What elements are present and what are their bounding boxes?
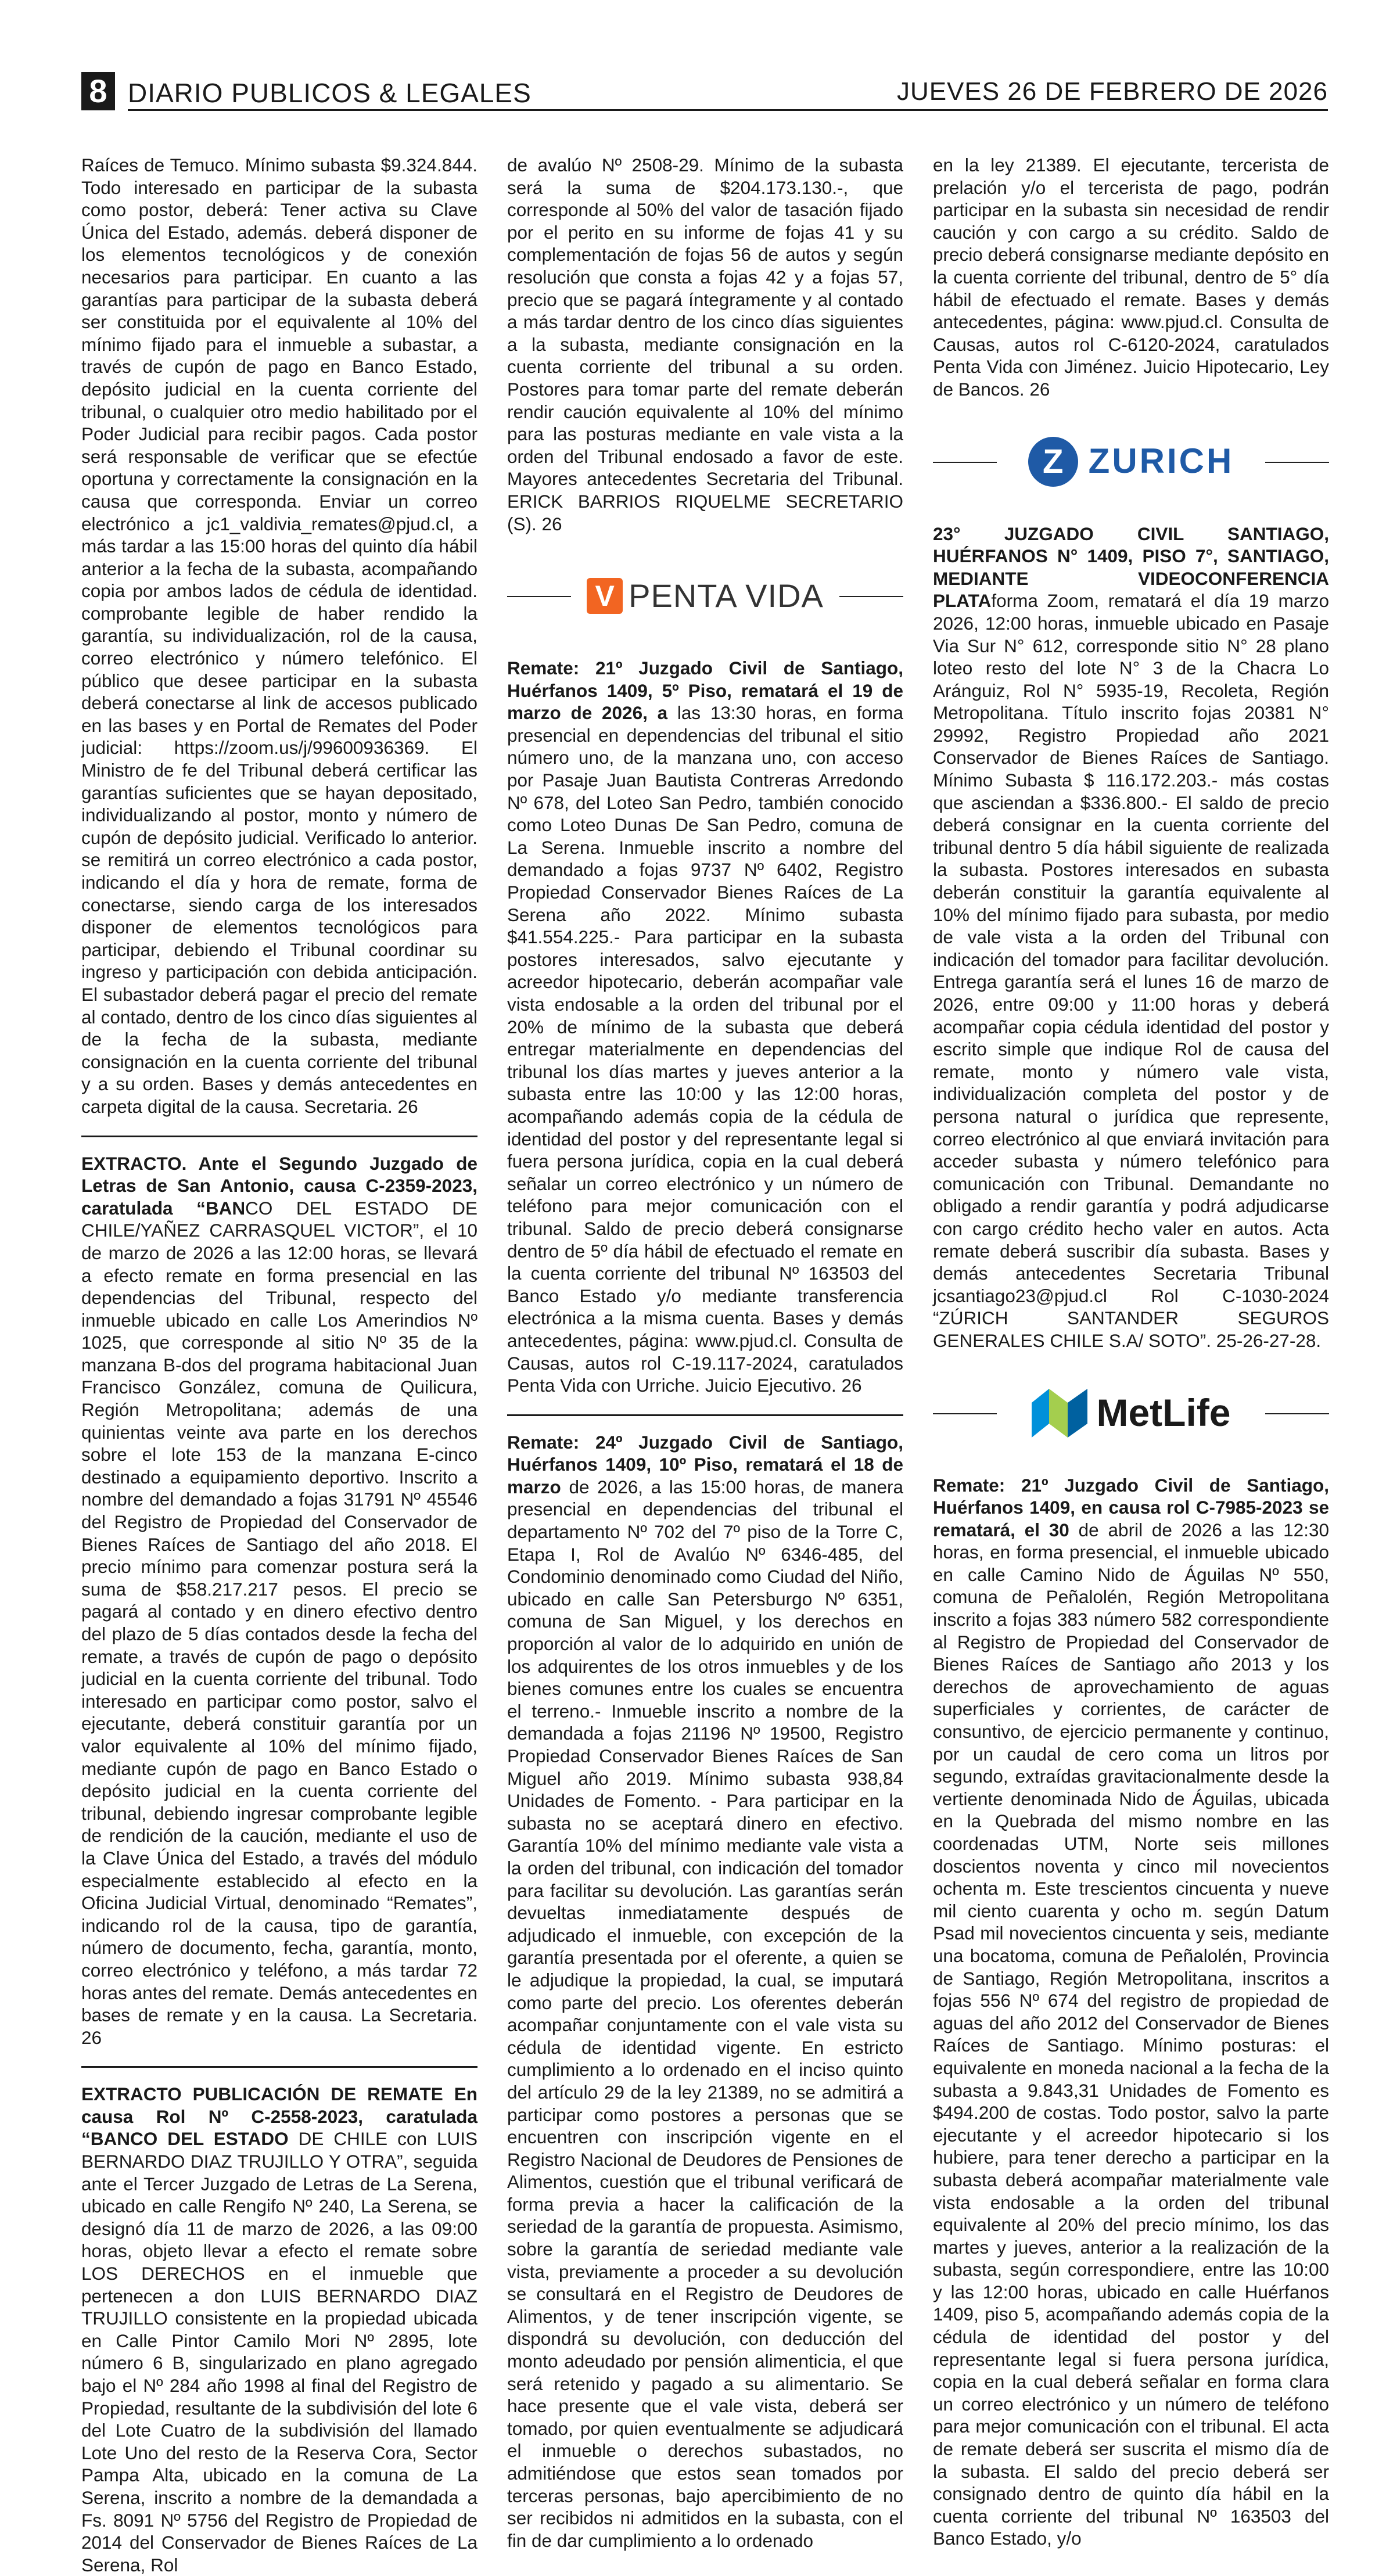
- logo-line: [933, 1413, 997, 1414]
- notice-heading: Remate: 24º Juzgado Civil de Santiago, Huérfanos 1409, 10º Piso, rematará el 18 de marzo: [507, 1431, 903, 1497]
- column-1: [81, 154, 478, 2575]
- logo-line: [1265, 1413, 1329, 1414]
- notice-heading: EXTRACTO. Ante el Segundo Juzgado de Letras de San Antonio, causa C-2359-2023, caratulada “BAN: [81, 1152, 477, 1219]
- notice-body: las 13:30 horas, en forma presencial en dependencias del tribunal el sitio número uno, de la manzana uno, con acceso por Pasaje Juan Bautista Contreras Arredondo Nº 678, del Loteo San Pedro, también conocido como Loteo Dunas De San Pedro, comuna de La Serena. Inmueble inscrito a nombre del demandado a fojas 9737 Nº 6402, Registro Propiedad Conservador Bienes Raíces de La Serena año 2022. Mínimo subasta $41.554.225.- Para participar en la subasta postores interesados, salvo ejecutante y acreedor hipotecario, deberán acompañar vale vista endosable a la orden del tribunal por el 20% de mínimo de la subasta que deberá entregar materialmente en dependencias del tribunal los días martes y jueves anterior a la subasta entre las 10:00 y las 12:00 horas, acompañando además copia de la cédula de identidad del postor y del representante legal si fuera persona jurídica, copia en la cual deberá señalar un correo electrónico y un número de teléfono para mejor comunicación con el tribunal. Saldo de precio deberá consignarse dentro de 5º día hábil de efectuado el remate en la cuenta corriente del tribunal Nº 163503 del Banco Estado y/o mediante transferencia electrónica a la misma cuenta. Bases y demás antecedentes, página: www.pjud.cl. Consulta de Causas, autos rol C-19.117-2024, caratulados Penta Vida con Urriche. Juicio Ejecutivo. 26: [507, 702, 903, 1396]
- logo-line: [507, 596, 571, 597]
- penta-vida-wordmark: PENTA VIDA: [629, 577, 824, 614]
- zurich-logo: [933, 418, 1329, 505]
- zurich-z-icon: Z: [1028, 437, 1078, 487]
- notice-body: de abril de 2026 a las 12:30 horas, en forma presencial, el inmueble ubicado en calle Camino Nido de Águilas Nº 550, comuna de Peñalolén, Región Metropolitana inscrito a fojas 383 número 582 correspondiente al Registro de Propiedad del Conservador de Bienes Raíces de Santiago año 2013 y los derechos de aprovechamiento de aguas superficiales y corrientes, de carácter de consuntivo, de ejercicio permanente y continuo, por un caudal de cero coma un litros por segundo, extraídas gravitacionalmente desde la vertiente denominada Nido de Águilas, ubicada en la Quebrada del mismo nombre en las coordenadas UTM, Norte seis millones doscientos noventa y cinco mil novecientos ochenta m. Este trescientos cincuenta y nueve mil ciento cuarenta y ocho m. según Datum Psad mil novecientos cincuenta y seis, mediante una bocatoma, comuna de Peñalolén, Provincia de Santiago, Región Metropolitana, inscritos a fojas 556 Nº 674 del registro de propiedad de aguas del año 2012 del Conservador de Bienes Raíces de Santiago. Mínimo posturas: el equivalente en moneda nacional a la fecha de la subasta a 9.843,31 Unidades de Fomento es $494.200 de costas. Todo postor, salvo la parte ejecutante y el acreedor hipotecario si los hubiere, para tener derecho a participar en la subasta deberá acompañar materialmente vale vista endosable a la orden del tribunal equivalente al 20% del precio mínimo, los das martes y jueves, anterior a la realización de la subasta, según correspondiere, entre las 10:00 y las 12:00 horas, ubicado en calle Huérfanos 1409, piso 5, acompañando además copia de la cédula de identidad del postor y del representante legal si fuera persona jurídica, copia en la cual deberá señalar en forma clara un correo electrónico y un número de teléfono para mejor comunicación con el tribunal. El acta de remate deberá ser suscrita el mismo día de la subasta. El saldo del precio deberá ser consignado dentro de quinto día hábil en la cuenta corriente del tribunal Nº 163503 del Banco Estado, y/o: [933, 1519, 1329, 2549]
- notice-text: [933, 523, 1329, 1352]
- notice-text: en la ley 21389. El ejecutante, tercerista de prelación y/o el tercerista de pago, podrán participar en la subasta sin necesidad de rendir caución y con cargo a su crédito. Saldo de precio deberá consignarse mediante depósito en la cuenta corriente del tribunal, dentro de 5° día hábil de efectuado el remate. Bases y demás antecedentes, página: www.pjud.cl. Consulta de Causas, autos rol C-6120-2024, caratulados Penta Vida con Jiménez. Juicio Hipotecario, Ley de Bancos. 26: [933, 155, 1329, 400]
- column-3: [933, 154, 1329, 2549]
- logo-line: [933, 462, 997, 463]
- notice-text: [933, 1474, 1329, 2550]
- publication-name: DIARIO PUBLICOS & LEGALES: [128, 78, 532, 108]
- notice-heading: Remate: 21º Juzgado Civil de Santiago, Huérfanos 1409, en causa rol C-7985-2023 se rematará, el 30: [933, 1474, 1329, 1540]
- notice-text: [507, 657, 903, 1397]
- metlife-mark-icon: [1032, 1389, 1087, 1438]
- notice-heading: 23° JUZGADO CIVIL SANTIAGO, HUÉRFANOS N° 1409, PISO 7°, SANTIAGO, MEDIANTE VIDEOCONFERENCIA PLATA: [933, 523, 1329, 612]
- zurich-wordmark: ZURICH: [1088, 441, 1234, 481]
- notice-text: Raíces de Temuco. Mínimo subasta $9.324.844. Todo interesado en participar de la subasta como postor, deberá: Tener activa su Clave Única del Estado, además. deberá disponer de los elementos tecnológicos y de conexión necesarios para participar. En cuanto a las garantías para participar de la subasta deberá ser constituida por el equivalente al 10% del mínimo fijado para el inmueble a subastar, a través de cupón de pago en Banco Estado, depósito judicial en la cuenta corriente del tribunal, o cualquier otro medio habilitado por el Poder Judicial para recibir pagos. Cada postor será responsable de verificar que se efectúe oportuna y correctamente la consignación en la causa que corresponda. Enviar un correo electrónico a jc1_valdivia_remates@pjud.cl, a más tardar a las 15:00 horas del quinto día hábil anterior a la fecha de la subasta, acompañando copia por ambos lados de cédula de identidad. comprobante legible de haber rendido la garantía, su individualización, rol de la causa, correo electrónico y número telefónico. El público que desee participar en la subasta deberá conectarse al link de accesos publicado en las bases y en Portal de Remates del Poder judicial: https://zoom.us/j/99600936369. El Ministro de fe del Tribunal deberá certificar las garantías suficientes que se hayan depositado, individualizando al postor, monto y número de cupón de depósito judicial. Verificado lo anterior. se remitirá un correo electrónico a cada postor, indicando el día y hora de remate, forma de conectarse, siendo carga de los interesados disponer de elementos tecnológicos para participar, debiendo el Tribunal coordinar su ingreso y participación con debida anticipación. El subastador deberá pagar el precio del remate al contado, dentro de los cinco días siguientes al de la fecha de la subasta, mediante consignación en la cuenta corriente del tribunal y a su orden. Bases y demás antecedentes en carpeta digital de la causa. Secretaria. 26: [81, 155, 477, 1117]
- notice-body: de 2026, a las 15:00 horas, de manera presencial en dependencias del tribunal el departamento Nº 702 del 7º piso de la Torre C, Etapa I, Rol de Avalúo Nº 6346-485, del Condominio denominado como Ciudad del Niño, ubicado en calle San Petersburgo Nº 6351, comuna de San Miguel, y los derechos en proporción al valor de lo adquirido en unión de los adquirentes de los otros inmuebles y de los bienes comunes entre los cuales se encuentra el terreno.- Inmueble inscrito a nombre de la demandada a fojas 21196 Nº 19500, Registro Propiedad Conservador Bienes Raíces de San Miguel año 2019. Mínimo subasta 938,84 Unidades de Fomento. - Para participar en la subasta no se aceptará dinero en efectivo. Garantía 10% del mínimo mediante vale vista a la orden del tribunal, con indicación del tomador para facilitar su devolución. Las garantías serán devueltas inmediatamente después de adjudicado el inmueble, con excepción de la garantía presentada por el oferente, a quien se le adjudique la propiedad, la cual, se imputará como parte del precio. Los oferentes deberán acompañar conjuntamente con el vale vista su cédula de identidad vigente. En estricto cumplimiento a lo ordenado en el inciso quinto del artículo 29 de la ley 21389, no se admitirá a participar como postores a personas que se encuentren con inscripción vigente en el Registro Nacional de Deudores de Pensiones de Alimentos, cuestión que el tribunal verificará de forma previa a hacer la calificación de la seriedad de la garantía de propuesta. Asimismo, sobre la garantía de seriedad mediante vale vista, previamente a proceder a su devolución se consultará en el Registro de Deudores de Alimentos, y de tener inscripción vigente, se dispondrá su devolución, con deducción del monto adeudado por pensión alimenticia, el que será retenido y pagado a su alimentario. Se hace presente que el vale vista, deberá ser tomado, por quien eventualmente se adjudicará el inmueble o derechos subastados, no admitiéndose que estos sean tomados por terceras personas, bajo apercibimiento de no ser recibidos ni admitidos en la subasta, con el fin de dar cumplimiento a lo ordenado: [507, 1476, 903, 2551]
- page-header: [81, 72, 1328, 110]
- notice-text: [81, 1152, 477, 2049]
- penta-vida-logo: [507, 552, 903, 639]
- notice-separator: [81, 2066, 477, 2068]
- header-rule: [128, 109, 1328, 111]
- notice-body: CO DEL ESTADO DE CHILE/YAÑEZ CARRASQUEL VICTOR”, el 10 de marzo de 2026 a las 12:00 horas, se llevará a efecto remate en forma presencial en las dependencias del Tribunal, respecto del inmueble ubicado en calle Los Amerindios Nº 1025, que corresponde al sitio Nº 35 de la manzana B-dos del programa habitacional Juan Francisco González, comuna de Quilicura, Región Metropolitana; además de una quinientas veinte ava parte en los derechos sobre el lote 153 de la manzana E-cinco destinado a equipamiento deportivo. Inscrito a nombre del demandado a fojas 31791 Nº 45546 del Registro de Propiedad del Conservador de Bienes Raíces de Santiago del año 2018. El precio mínimo para comenzar postura será la suma de $58.217.217 pesos. El precio se pagará al contado y en dinero efectivo dentro del plazo de 5 días contados desde la fecha del remate, a través de cupón de pago o depósito judicial en la cuenta corriente del tribunal. Todo interesado en participar como postor, salvo el ejecutante, deberá constituir garantía por un valor equivalente al 10% del mínimo fijado, mediante cupón de pago en Banco Estado o depósito judicial en la cuenta corriente del tribunal, debiendo ingresar comprobante legible de rendición de la caución, mediante el uso de la Clave Única del Estado, a través del módulo especialmente establecido al efecto en la Oficina Judicial Virtual, denominado “Remates”, indicando rol de la causa, tipo de garantía, número de documento, fecha, garantía, monto, correo electrónico y teléfono, a más tardar 72 horas antes del remate. Demás antecedentes en bases de remate y en la causa. La Secretaria. 26: [81, 1197, 477, 2048]
- notice-body: DE CHILE con LUIS BERNARDO DIAZ TRUJILLO Y OTRA”, seguida ante el Tercer Juzgado de Letras de La Serena, ubicado en calle Rengifo Nº 240, La Serena, se designó día 11 de marzo de 2026, a las 09:00 horas, objeto llevar a efecto el remate sobre LOS DERECHOS en el inmueble que pertenecen a don LUIS BERNARDO DIAZ TRUJILLO consistente en la propiedad ubicada en Calle Pintor Camilo Mori Nº 2895, lote número 6 B, singularizado en plano agregado bajo el Nº 284 año 1998 al final del Registro de Propiedad, resultante de la subdivisión del lote 6 del Lote Cuatro de la subdivisión del llamado Lote Uno del resto de la Reserva Cora, Sector Pampa Alta, ubicado en la comuna de La Serena, inscrito a nombre de la demandada a Fs. 8091 Nº 5756 del Registro de Propiedad de 2014 del Conservador de Bienes Raíces de La Serena, Rol: [81, 2128, 478, 2575]
- notice-separator: [81, 1136, 477, 1137]
- metlife-wordmark: MetLife: [1096, 1391, 1231, 1435]
- notice-heading: Remate: 21º Juzgado Civil de Santiago, Huérfanos 1409, 5º Piso, rematará el 19 de marzo de 2026, a: [507, 658, 903, 724]
- logo-line: [1265, 462, 1329, 463]
- notice-text: [81, 2083, 477, 2576]
- issue-date: JUEVES 26 DE FEBRERO DE 2026: [896, 77, 1328, 106]
- metlife-logo: [933, 1370, 1329, 1457]
- notice-body: forma Zoom, rematará el día 19 marzo 2026, 12:00 horas, inmueble ubicado en Pasaje Via Sur N° 612, corresponde sitio N° 28 plano loteo resto del lote N° 3 de la Chacra Lo Aránguiz, Rol N° 5935-19, Recoleta, Región Metropolitana. Título inscrito fojas 20381 N° 29992, Registro Propiedad año 2021 Conservador de Bienes Raíces de Santiago. Mínimo Subasta $ 116.172.203.- más costas que asciendan a $336.800.- El saldo de precio deberá consignar en la cuenta corriente del tribunal dentro 5 día hábil siguiente de realizada la subasta. Postores interesados en subasta deberán constituir la garantía equivalente al 10% del mínimo fijado para subasta, por medio de vale vista a la orden del Tribunal con indicación del tomador para facilitar devolución. Entrega garantía será el lunes 16 de marzo de 2026, entre 09:00 y 11:00 horas y deberá acompañar copia cédula identidad del postor y escrito simple que indique Rol de causa del remate, monto y número vale vista, individualización completa del postor y de persona natural o jurídica que represente, correo electrónico al que enviará invitación para acceder subasta y número telefónico para comunicación con Tribunal. Demandante no obligado a rendir garantía y podrá adjudicarse con cargo crédito hecho valer en autos. Acta remate deberá suscribir día subasta. Bases y demás antecedentes Secretaria Tribunal jcsantiago23@pjud.cl Rol C-1030-2024 “ZÚRICH SANTANDER SEGUROS GENERALES CHILE S.A/ SOTO”. 25-26-27-28.: [933, 590, 1329, 1351]
- notice-text: [507, 1431, 903, 2552]
- notice-heading: EXTRACTO PUBLICACIÓN DE REMATE En causa Rol Nº C-2558-2023, caratulada “BANCO DEL ESTADO: [81, 2083, 477, 2150]
- page-number: 8: [81, 72, 115, 110]
- column-2: [507, 154, 903, 2551]
- notice-separator: [507, 1414, 903, 1416]
- notice-text: de avalúo Nº 2508-29. Mínimo de la subasta será la suma de $204.173.130.-, que corresponde al 50% del valor de tasación fijado por el perito en su informe de fojas 41 y su complementación de fojas 56 de autos y según resolución que consta a fojas 42 y a fojas 57, precio que se pagará íntegramente y al contado a más tardar dentro de los cinco días siguientes a la subasta, mediante consignación en la cuenta corriente del tribunal a su orden. Postores para tomar parte del remate deberán rendir caución equivalente al 10% del mínimo para las posturas mediante en vale vista a la orden del Tribunal endosado a favor de este. Mayores antecedentes Secretaria del Tribunal. ERICK BARRIOS RIQUELME SECRETARIO (S). 26: [507, 155, 903, 534]
- logo-line: [839, 596, 903, 597]
- penta-v-icon: V: [587, 578, 623, 614]
